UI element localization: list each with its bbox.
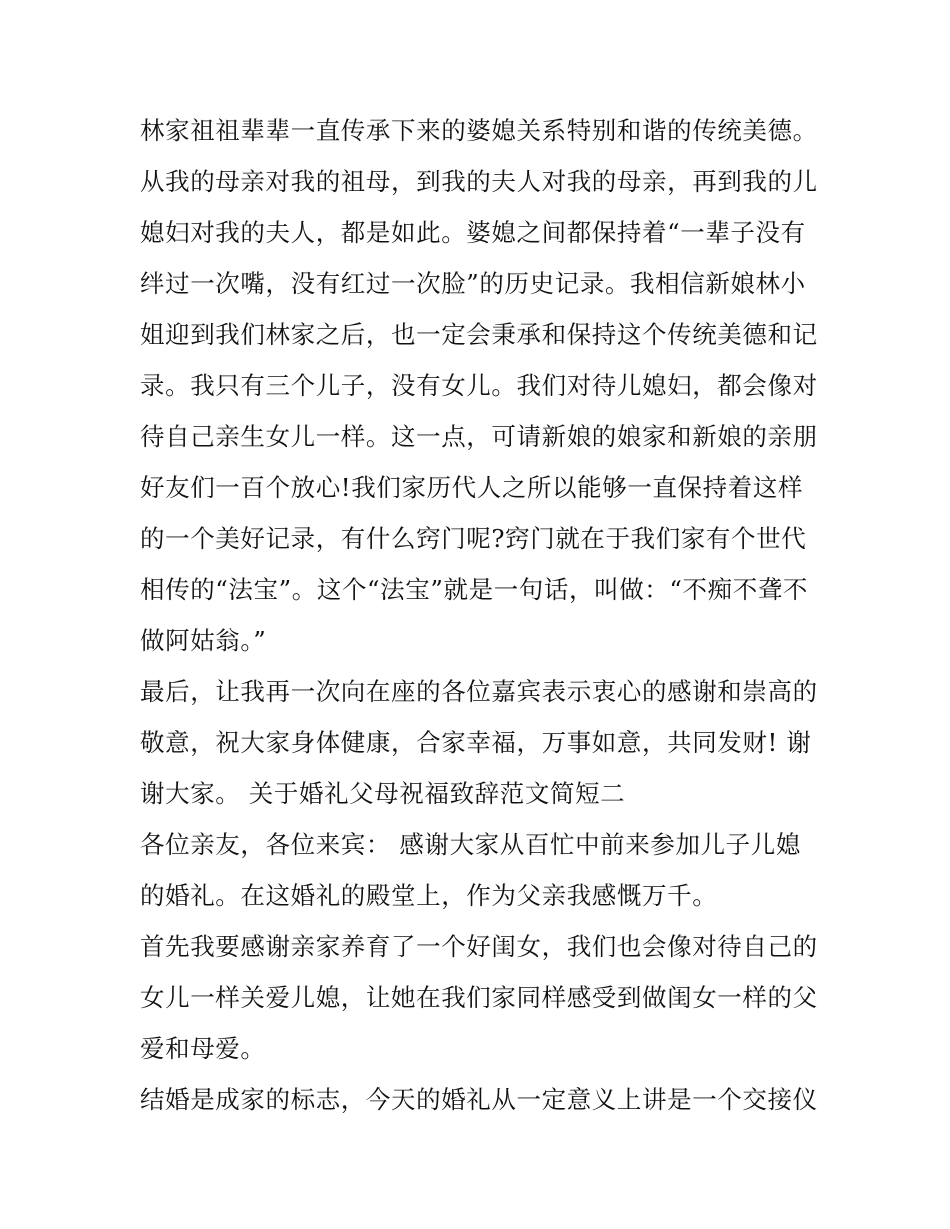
text-line: 做阿姑翁。” [140,626,267,655]
text-line: 绊过一次嘴，没有红过一次脸”的历史记录。我相信新娘林小 [140,269,806,298]
text-line: 的一个美好记录，有什么窍门呢?窍门就在于我们家有个世代 [140,524,807,553]
text-line: 林家祖祖辈辈一直传承下来的婆媳关系特别和谐的传统美德。 [140,116,818,145]
text-line: 敬意，祝大家身体健康，合家幸福，万事如意，共同发财! 谢 [140,728,812,757]
text-line: 相传的“法宝”。这个“法宝”就是一句话，叫做：“不痴不聋不 [140,575,809,604]
text-line: 各位亲友，各位来宾： 感谢大家从百忙中前来参加儿子儿媳 [140,830,801,859]
text-line: 爱和母爱。 [140,1034,266,1063]
text-line: 最后，让我再一次向在座的各位嘉宾表示衷心的感谢和崇高的 [140,677,818,706]
text-line: 结婚是成家的标志，今天的婚礼从一定意义上讲是一个交接仪 [140,1085,818,1114]
text-line: 录。我只有三个儿子，没有女儿。我们对待儿媳妇，都会像对 [140,371,818,400]
text-line: 媳妇对我的夫人，都是如此。婆媳之间都保持着“一辈子没有 [140,218,806,247]
text-line: 待自己亲生女儿一样。这一点，可请新娘的娘家和新娘的亲朋 [140,422,818,451]
text-line: 好友们一百个放心!我们家历代人之所以能够一直保持着这样 [140,473,804,502]
text-line: 姐迎到我们林家之后，也一定会秉承和保持这个传统美德和记 [140,320,818,349]
text-line: 女儿一样关爱儿媳，让她在我们家同样感受到做闺女一样的父 [140,983,818,1012]
text-line: 首先我要感谢亲家养育了一个好闺女，我们也会像对待自己的 [140,932,818,961]
document-body [140,105,830,1125]
text-line: 谢大家。 关于婚礼父母祝福致辞范文简短二 [140,779,626,808]
text-line: 的婚礼。在这婚礼的殿堂上，作为父亲我感慨万千。 [140,881,718,910]
text-line: 从我的母亲对我的祖母，到我的夫人对我的母亲，再到我的儿 [140,167,818,196]
